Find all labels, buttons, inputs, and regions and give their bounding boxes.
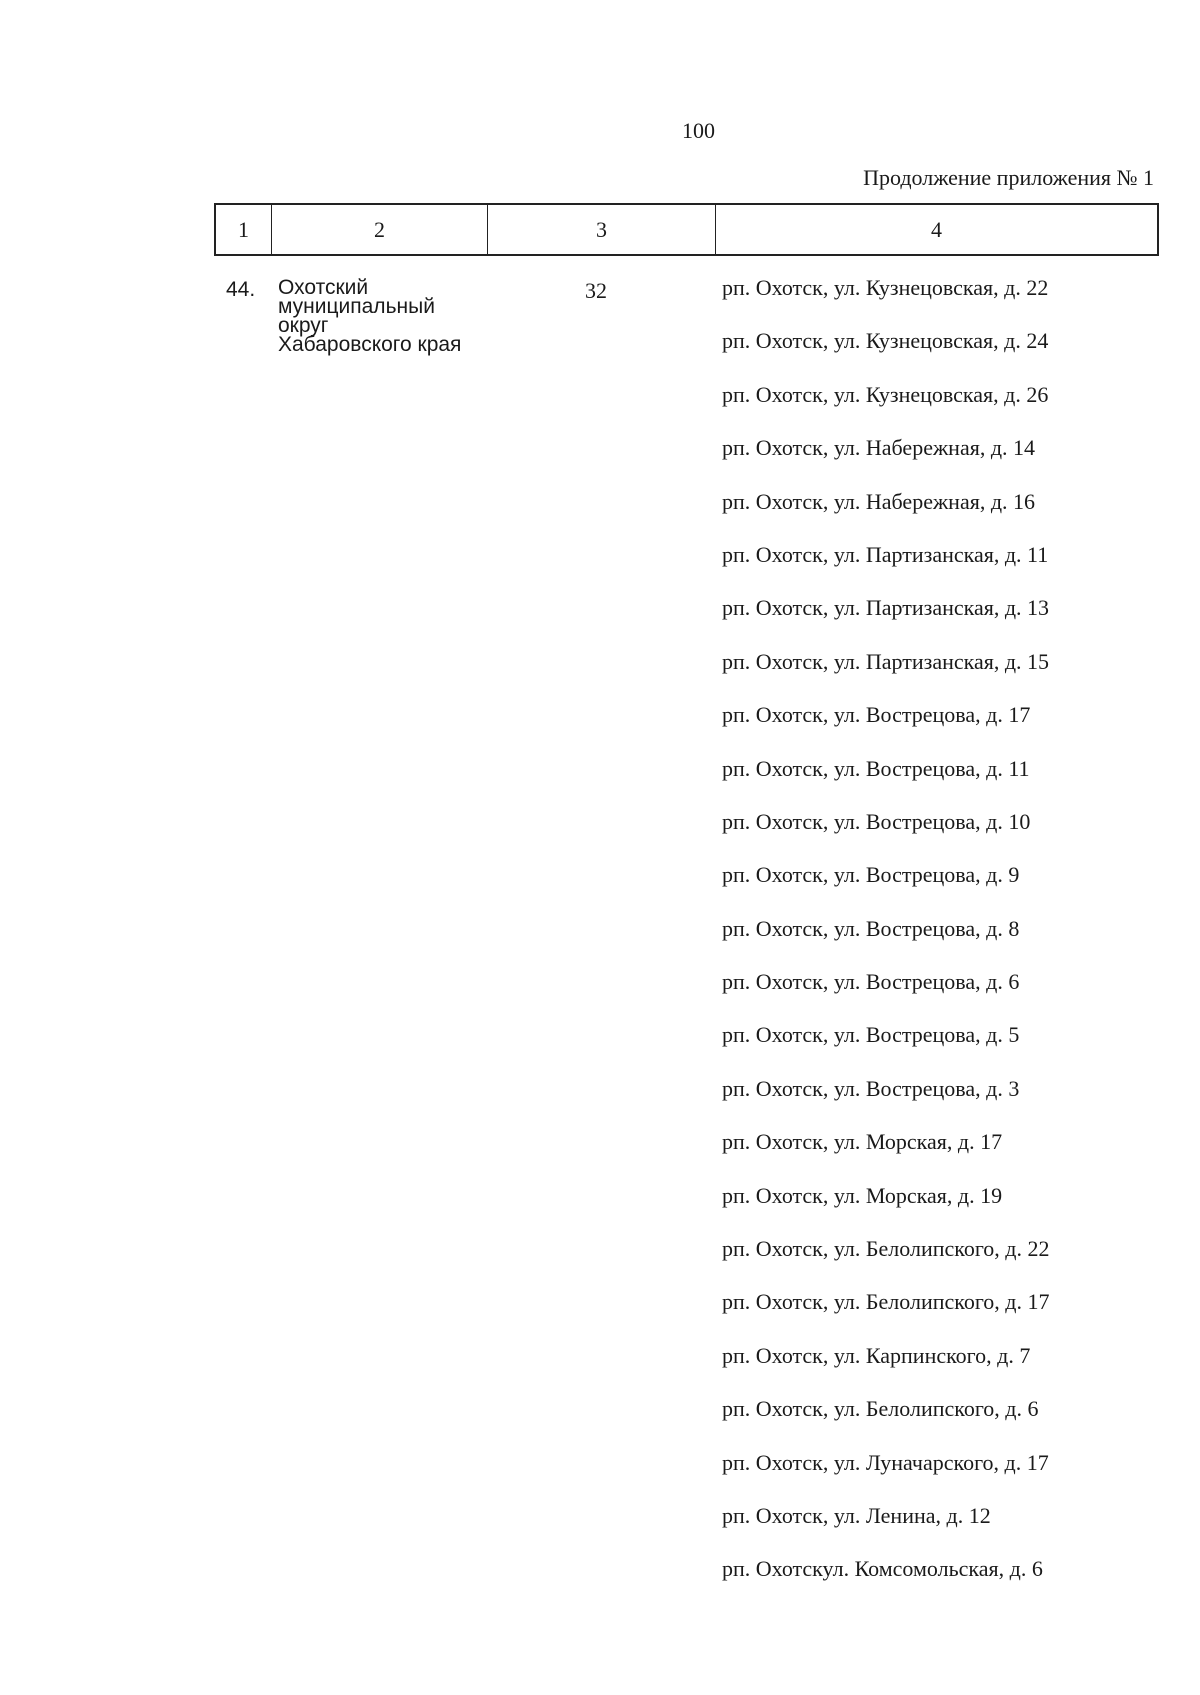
address-item: рп. Охотск, ул. Вострецова, д. 8: [722, 915, 1020, 941]
building-count: 32: [585, 278, 607, 303]
address-item: рп. Охотск, ул. Ленина, д. 12: [722, 1502, 991, 1528]
address-item: рп. Охотск, ул. Вострецова, д. 11: [722, 755, 1030, 781]
page-number: 100: [682, 118, 715, 143]
address-item: рп. Охотскул. Комсомольская, д. 6: [722, 1556, 1043, 1582]
address-item: рп. Охотск, ул. Партизанская, д. 13: [722, 595, 1050, 621]
row-number: 44.: [226, 278, 256, 301]
district-line: Охотский: [278, 276, 369, 299]
district-line: Хабаровского края: [278, 333, 462, 356]
address-item: рп. Охотск, ул. Вострецова, д. 9: [722, 862, 1020, 888]
address-item: рп. Охотск, ул. Карпинского, д. 7: [722, 1342, 1031, 1368]
address-item: рп. Охотск, ул. Набережная, д. 16: [722, 488, 1036, 514]
address-item: рп. Охотск, ул. Белолипского, д. 6: [722, 1396, 1039, 1422]
address-item: рп. Охотск, ул. Вострецова, д. 3: [722, 1075, 1020, 1101]
address-item: рп. Охотск, ул. Морская, д. 17: [722, 1129, 1003, 1155]
address-item: рп. Охотск, ул. Партизанская, д. 15: [722, 648, 1050, 674]
continuation-label: Продолжение приложения № 1: [863, 165, 1154, 190]
address-item: рп. Охотск, ул. Кузнецовская, д. 24: [722, 328, 1049, 354]
address-item: рп. Охотск, ул. Набережная, д. 14: [722, 435, 1036, 461]
header-col-3: 3: [488, 205, 716, 254]
district-line: округ: [278, 314, 329, 337]
district-name: [278, 278, 498, 354]
address-item: рп. Охотск, ул. Вострецова, д. 10: [722, 808, 1031, 834]
header-col-4: 4: [931, 216, 942, 242]
address-item: рп. Охотск, ул. Вострецова, д. 17: [722, 702, 1031, 728]
address-item: рп. Охотск, ул. Луначарского, д. 17: [722, 1449, 1049, 1475]
address-item: рп. Охотск, ул. Морская, д. 19: [722, 1182, 1003, 1208]
address-list: [722, 275, 1050, 1610]
address-item: рп. Охотск, ул. Вострецова, д. 5: [722, 1022, 1020, 1048]
header-col-2: 2: [272, 205, 488, 254]
table-header: [214, 203, 1159, 256]
district-line: муниципальный: [278, 295, 435, 318]
address-item: рп. Охотск, ул. Белолипского, д. 17: [722, 1289, 1050, 1315]
address-item: рп. Охотск, ул. Кузнецовская, д. 26: [722, 381, 1049, 407]
address-item: рп. Охотск, ул. Партизанская, д. 11: [722, 541, 1049, 567]
address-item: рп. Охотск, ул. Вострецова, д. 6: [722, 969, 1020, 995]
address-item: рп. Охотск, ул. Белолипского, д. 22: [722, 1236, 1050, 1262]
header-col-1: 1: [216, 205, 272, 254]
address-item: рп. Охотск, ул. Кузнецовская, д. 22: [722, 275, 1049, 300]
